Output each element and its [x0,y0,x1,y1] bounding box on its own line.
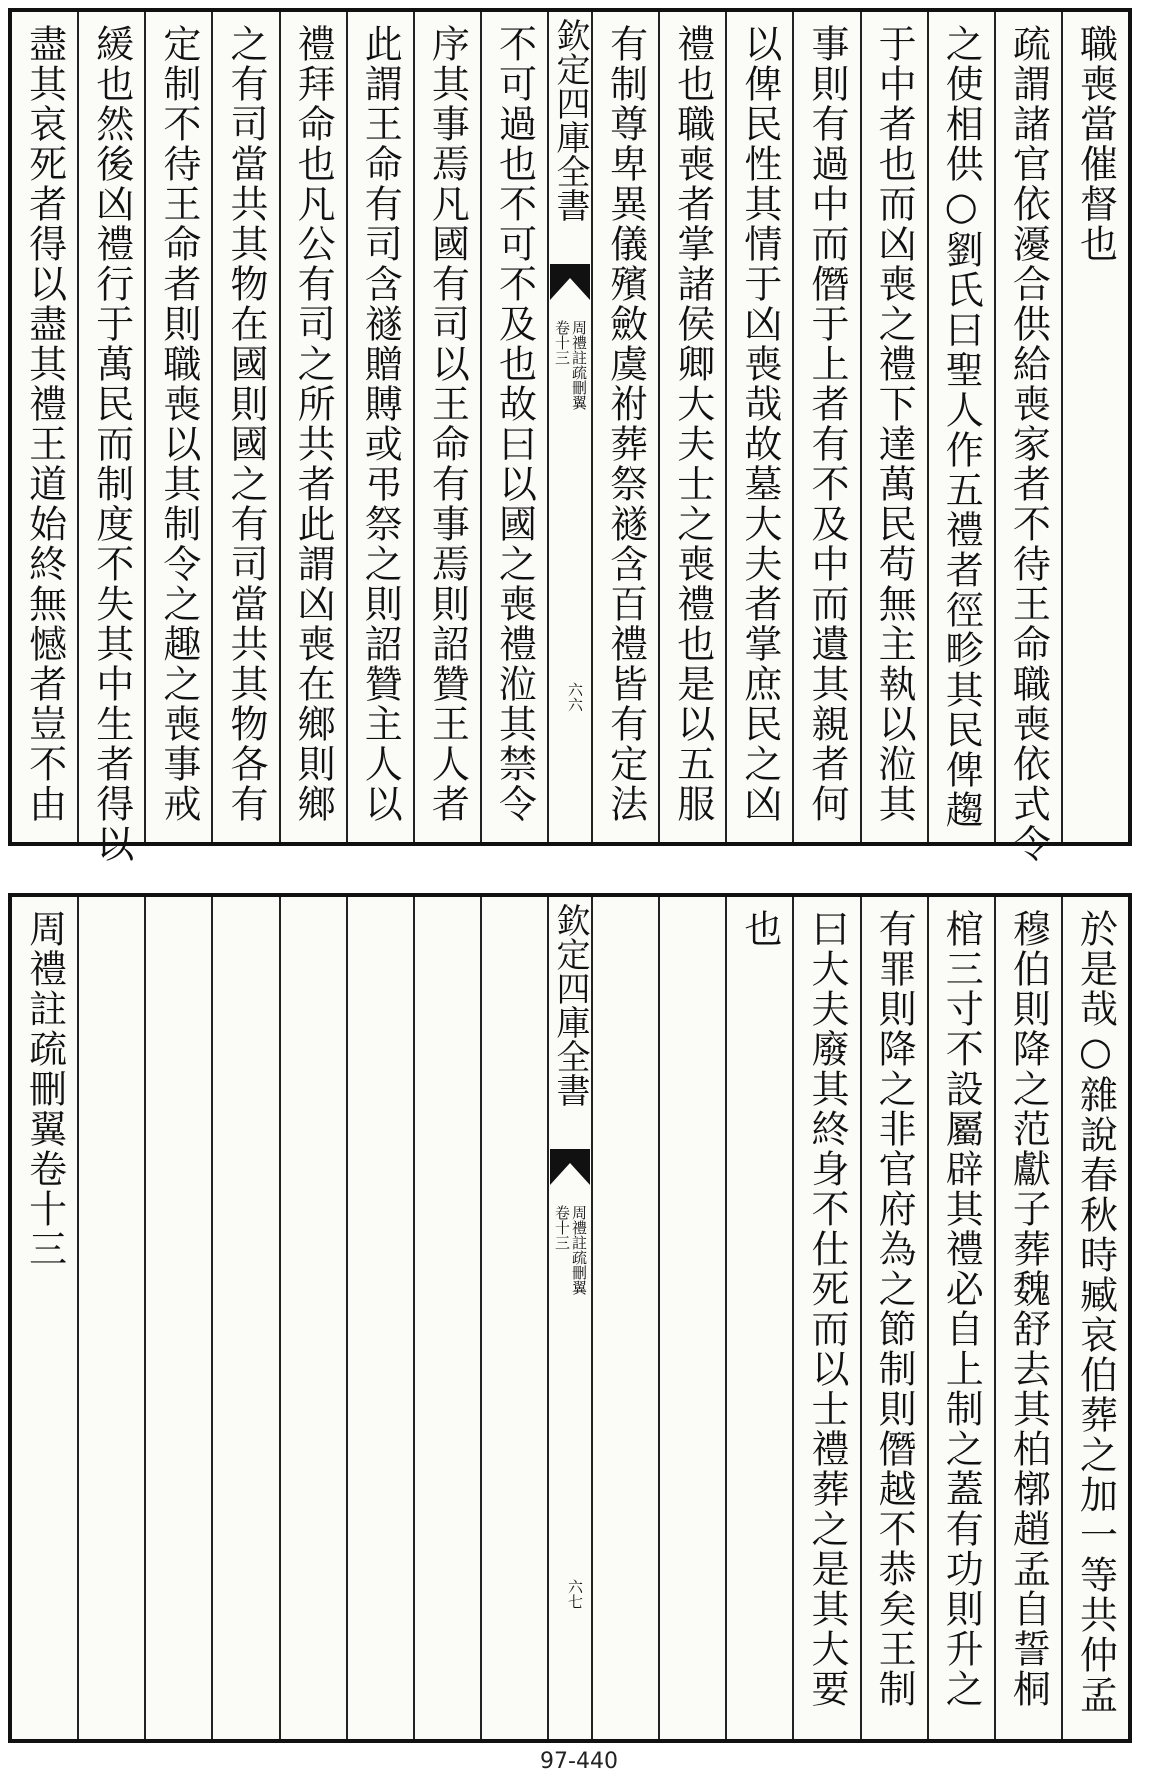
closing-title: 周禮註疏刪翼卷十三 [22,909,67,1269]
text-column [725,897,792,1739]
gutter-volume: 卷十三 [553,320,571,365]
upper-page [8,8,1132,864]
text-column [413,12,480,842]
column-text: 此謂王命有司含禭贈賻或弔祭之則詔贊主人以 [358,24,403,824]
center-gutter [547,897,591,1739]
column-text: 之使相供○劉氏曰聖人作五禮者徑畛其民俾趨 [939,24,984,830]
gutter-title: 欽定四庫全書 [550,18,590,222]
scan-page-number: 97-440 [540,1749,618,1774]
column-text: 穆伯則降之范獻子葬魏舒去其柏槨趙孟自誓桐 [1006,909,1051,1709]
column-text: 疏謂諸官依瀀合供給喪家者不待王命職喪依式令 [1006,24,1051,864]
fish-tail-mark-icon [550,1149,590,1185]
column-text: 之有司當共其物在國則國之有司當共其物各有 [223,24,268,824]
text-column [346,897,413,1739]
column-text: 也 [737,909,782,949]
gutter-volume: 卷十三 [553,1205,571,1250]
column-text: 緩也然後凶禮行于萬民而制度不失其中生者得以 [89,24,134,864]
text-column [792,12,859,842]
gutter-subtitle [554,1205,586,1295]
folio-number: 六七 [566,1579,584,1609]
lower-page [8,893,1132,1743]
text-column [346,12,413,842]
text-column [725,12,792,842]
column-text: 盡其哀死者得以盡其禮王道始終無憾者豈不由 [22,24,67,824]
text-column [1061,897,1128,1739]
text-column [211,12,278,842]
text-column [77,12,144,864]
gutter-book-title: 周禮註疏刪翼 [570,320,588,410]
column-text: 于中者也而凶喪之禮下達萬民苟無主執以涖其 [872,24,917,824]
column-text: 有制尊卑異儀殯斂虞祔葬祭禭含百禮皆有定法 [603,24,648,824]
column-text: 事則有過中而僭于上者有不及中而遺其親者何 [804,24,849,824]
column-text: 禮也職喪者掌諸侯卿大夫士之喪禮也是以五服 [670,24,715,824]
text-column [591,897,658,1739]
text-column [480,897,547,1739]
column-text: 不可過也不可不及也故曰以國之喪禮涖其禁令 [492,24,537,824]
text-column [144,897,211,1739]
text-column [480,12,547,842]
text-column [658,12,725,842]
text-column [792,897,859,1739]
text-column [144,12,211,842]
text-column [279,897,346,1739]
gutter-title: 欽定四庫全書 [550,903,590,1107]
center-gutter [547,12,591,842]
text-column [658,897,725,1739]
text-column [591,12,658,842]
column-text: 禮拜命也凡公有司之所共者此謂凶喪在鄉則鄉 [291,24,336,824]
column-text: 序其事焉凡國有司以王命有事焉則詔贊王人者 [425,24,470,824]
text-column [279,12,346,842]
column-text: 於是哉○雜說春秋時臧哀伯葬之加一等共仲孟 [1073,909,1118,1715]
column-text: 棺三寸不設屬辟其禮必自上制之蓋有功則升之 [939,909,984,1709]
text-column [413,897,480,1739]
column-text: 職喪當催督也 [1073,24,1118,264]
column-text: 以俾民性其情于凶喪哉故墓大夫者掌庶民之凶 [737,24,782,824]
closing-title-column [12,897,77,1739]
text-column [927,12,994,842]
text-column [860,897,927,1739]
column-text: 曰大夫廢其終身不仕死而以士禮葬之是其大要 [804,909,849,1709]
text-column [994,897,1061,1739]
text-column [927,897,994,1739]
text-column [12,12,77,842]
text-column [77,897,144,1739]
text-column [994,12,1061,864]
gutter-subtitle [554,320,586,410]
text-column [860,12,927,842]
text-column [1061,12,1128,842]
gutter-book-title: 周禮註疏刪翼 [570,1205,588,1295]
folio-number: 六六 [566,682,584,712]
text-column [211,897,278,1739]
column-text: 有罪則降之非官府為之節制則僭越不恭矣王制 [872,909,917,1709]
column-text: 定制不待王命者則職喪以其制令之趣之喪事戒 [156,24,201,824]
fish-tail-mark-icon [550,264,590,300]
